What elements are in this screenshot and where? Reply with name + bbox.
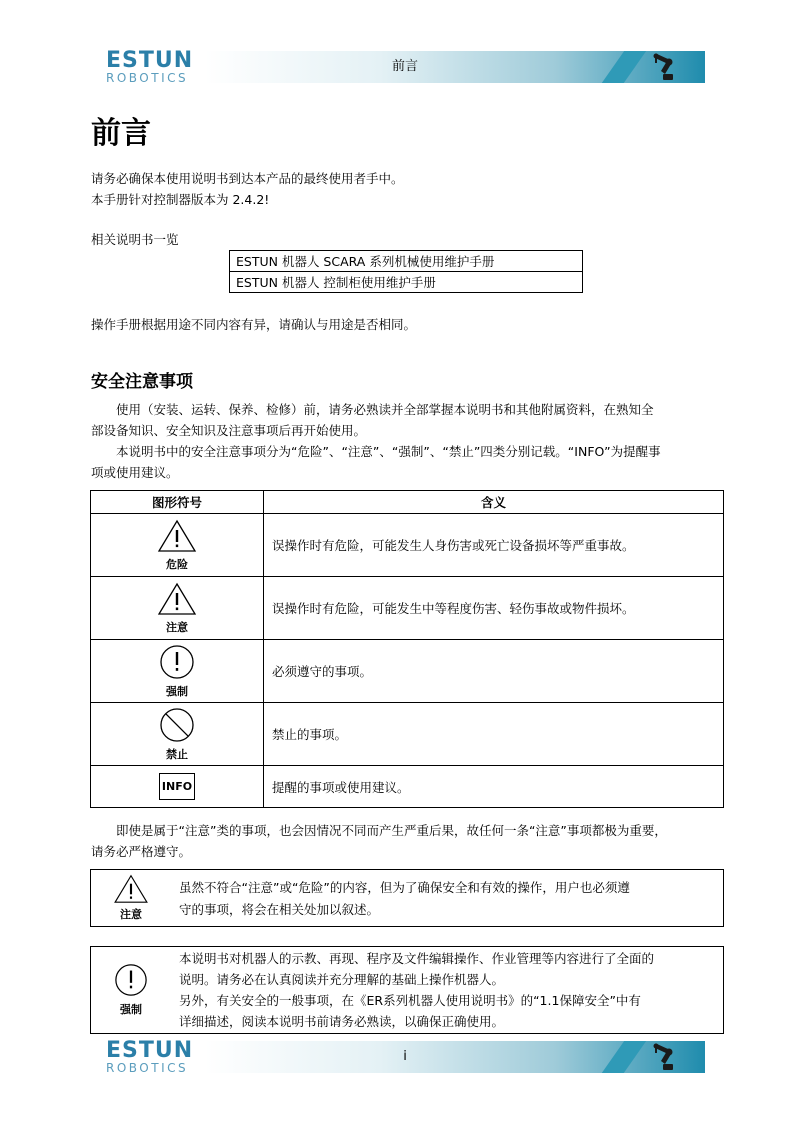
- footer-stripe: [602, 1041, 646, 1073]
- symbol-meaning: 禁止的事项。: [264, 703, 724, 766]
- symbol-meaning: 误操作时有危险，可能发生人身伤害或死亡设备损坏等严重事故。: [264, 514, 724, 577]
- header-logo: [106, 50, 193, 85]
- symbol-label: 禁止: [166, 747, 188, 761]
- robot-arm-icon: [647, 1040, 679, 1074]
- related-docs-table: [229, 250, 583, 293]
- symbol-label: 强制: [166, 684, 188, 698]
- symbol-label: 注意: [166, 620, 188, 634]
- intro-line-2: 本手册针对控制器版本为 2.4.2!: [91, 192, 270, 207]
- caution-line-2: 守的事项，将会在相关处加以叙述。: [179, 902, 380, 917]
- table-row: [91, 766, 724, 808]
- header-title: 前言: [391, 59, 418, 74]
- after-table-line-1: 即使是属于“注意”类的事项，也会因情况不同而产生严重后果，故任何一条“注意”事项都极为重要，: [116, 823, 667, 838]
- related-label: 相关说明书一览: [91, 232, 179, 247]
- safety-para1-line2: 部设备知识、安全知识及注意事项后再开始使用。: [91, 423, 367, 438]
- brand-name: ESTUN: [106, 48, 194, 73]
- warning-triangle-icon: [157, 582, 197, 616]
- table-header-row: [91, 491, 724, 514]
- symbol-table: [90, 490, 724, 808]
- related-doc: ESTUN 机器人 SCARA 系列机械使用维护手册: [230, 251, 583, 272]
- safety-para1-line1: 使用（安装、运转、保养、检修）前，请务必熟读并全部掌握本说明书和其他附属资料，在熟知全: [116, 402, 654, 417]
- symbol-label: 危险: [166, 557, 188, 571]
- symbol-meaning: 必须遵守的事项。: [264, 640, 724, 703]
- symbol-meaning: 提醒的事项或使用建议。: [264, 766, 724, 808]
- mandatory-line-1: 本说明书对机器人的示教、再现、程序及文件编辑操作、作业管理等内容进行了全面的: [179, 951, 655, 966]
- caution-label: 注意: [120, 908, 142, 921]
- robot-arm-icon: [647, 50, 679, 84]
- mandatory-circle-icon: [114, 963, 148, 997]
- mandatory-line-3: 另外，有关安全的一般事项，在《ER系列机器人使用说明书》的“1.1保障安全”中有: [179, 993, 641, 1008]
- footer-brand-name: ESTUN: [106, 1038, 194, 1063]
- caution-box: [90, 869, 724, 927]
- related-doc: ESTUN 机器人 控制柜使用维护手册: [230, 272, 583, 293]
- footer-logo: [106, 1040, 193, 1075]
- page-title: 前言: [91, 116, 151, 151]
- intro-line-1: 请务必确保本使用说明书到达本产品的最终使用者手中。: [91, 171, 404, 186]
- column-header-meaning: 含义: [264, 491, 724, 514]
- info-badge-icon: INFO: [159, 773, 195, 800]
- brand-sub: ROBOTICS: [106, 71, 189, 85]
- table-row: [230, 251, 583, 272]
- column-header-symbol: 图形符号: [91, 491, 264, 514]
- table-row: [91, 640, 724, 703]
- caution-line-1: 虽然不符合“注意”或“危险”的内容，但为了确保安全和有效的操作，用户也必须遵: [179, 880, 630, 895]
- table-row: [230, 272, 583, 293]
- warning-triangle-icon: [157, 519, 197, 553]
- mandatory-box: [90, 946, 724, 1034]
- table-row: [91, 703, 724, 766]
- mandatory-line-4: 详细描述，阅读本说明书前请务必熟读，以确保正确使用。: [179, 1014, 505, 1029]
- mandatory-line-2: 说明。请务必在认真阅读并充分理解的基础上操作机器人。: [179, 972, 505, 987]
- table-row: [91, 577, 724, 640]
- safety-para2-line1: 本说明书中的安全注意事项分为“危险”、“注意”、“强制”、“禁止”四类分别记载。“INFO”为提醒事: [116, 444, 661, 459]
- safety-para2-line2: 项或使用建议。: [91, 465, 179, 480]
- page-number: i: [403, 1049, 407, 1064]
- mandatory-circle-icon: [159, 644, 195, 680]
- header-stripe: [602, 51, 646, 83]
- after-table-line-2: 请务必严格遵守。: [91, 844, 192, 859]
- symbol-meaning: 误操作时有危险，可能发生中等程度伤害、轻伤事故或物件损坏。: [264, 577, 724, 640]
- prohibition-circle-icon: [159, 707, 195, 743]
- mandatory-label: 强制: [120, 1003, 142, 1016]
- safety-heading: 安全注意事项: [91, 372, 193, 392]
- table-row: [91, 514, 724, 577]
- purpose-note: 操作手册根据用途不同内容有异，请确认与用途是否相同。: [91, 317, 417, 332]
- warning-triangle-icon: [113, 874, 149, 904]
- footer-brand-sub: ROBOTICS: [106, 1061, 189, 1075]
